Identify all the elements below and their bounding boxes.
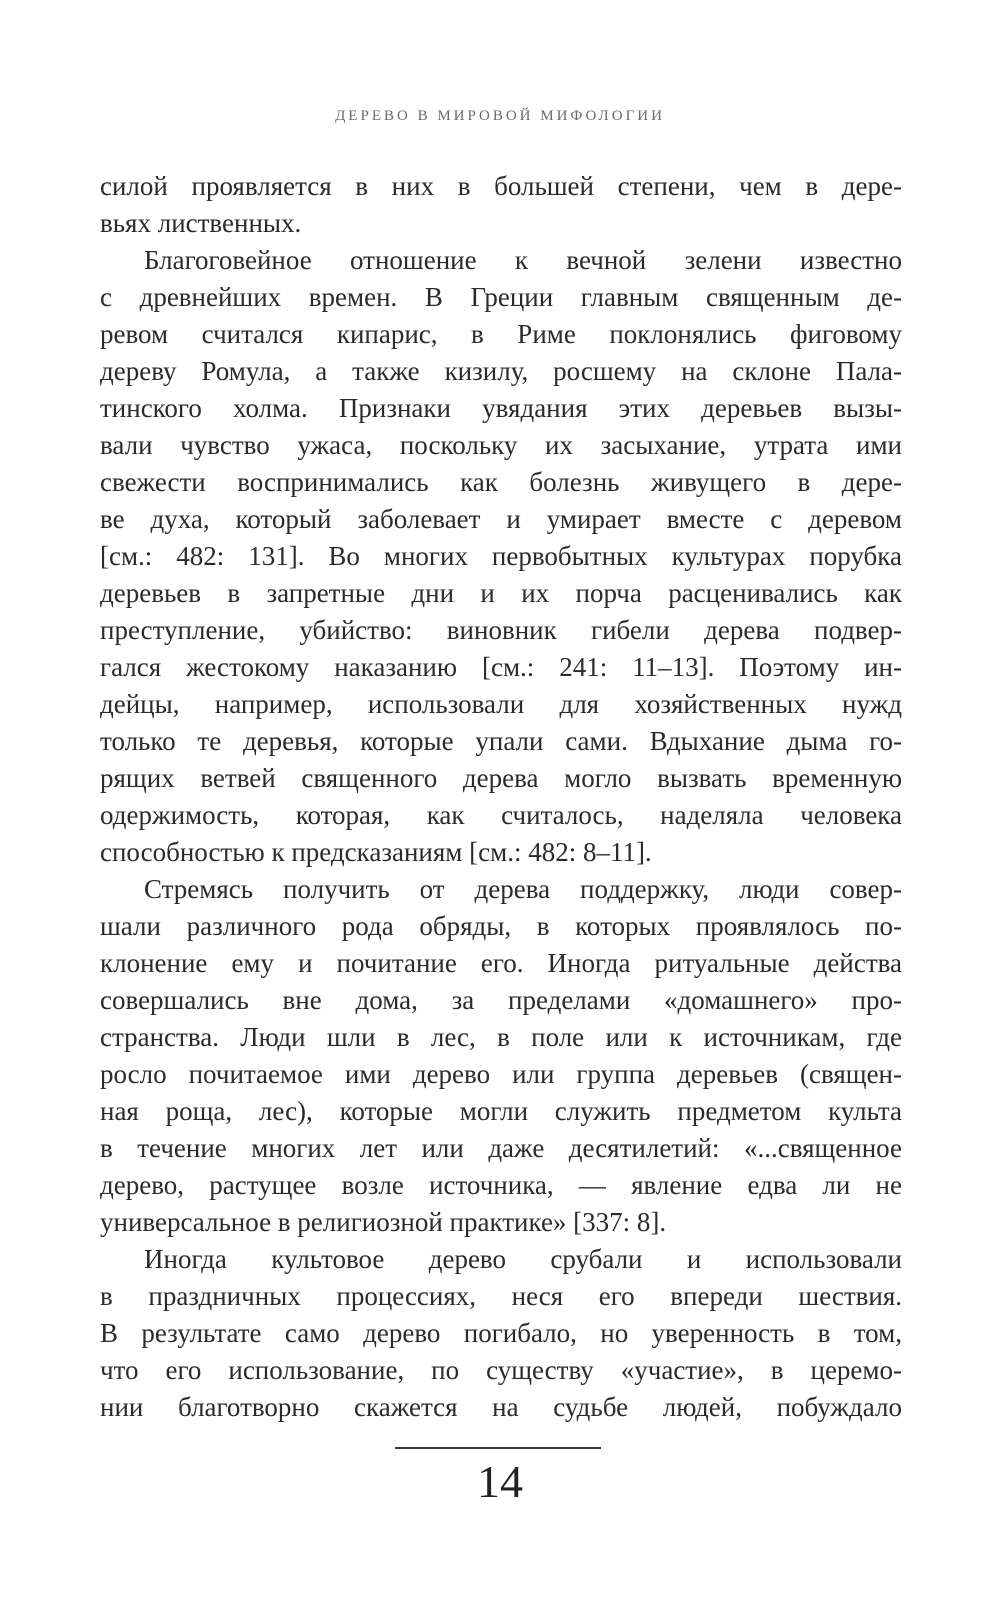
text-line: вали чувство ужаса, поскольку их засыхание, утрата ими (100, 430, 902, 460)
text-line: нии благотворно скажется на судьбе людей, побуждало (100, 1392, 902, 1422)
text-line: рящих ветвей священного дерева могло вызвать временную (100, 763, 902, 793)
text-line: в течение многих лет или даже десятилетий: «...священное (100, 1133, 902, 1163)
text-line: способностью к предсказаниям [см.: 482: 8–11]. (100, 837, 652, 867)
text-line: Благоговейное отношение к вечной зелени известно (144, 245, 902, 275)
text-line: ревом считался кипарис, в Риме поклонялись фиговому (100, 319, 902, 349)
text-line: совершались вне дома, за пределами «домашнего» про- (100, 985, 902, 1015)
text-line: дейцы, например, использовали для хозяйственных нужд (100, 689, 902, 719)
text-line: в праздничных процессиях, неся его впереди шествия. (100, 1281, 902, 1311)
text-line: Иногда культовое дерево срубали и использовали (144, 1244, 902, 1274)
text-line: тинского холма. Признаки увядания этих деревьев вызы- (100, 393, 902, 423)
text-line: универсальное в религиозной практике» [337: 8]. (100, 1207, 667, 1237)
text-line: странства. Люди шли в лес, в поле или к источникам, где (100, 1022, 902, 1052)
text-line: одержимость, которая, как считалось, наделяла человека (100, 800, 902, 830)
text-line: шали различного рода обряды, в которых проявлялось по- (100, 911, 902, 941)
text-line: ве духа, который заболевает и умирает вместе с деревом (100, 504, 902, 534)
text-line: свежести воспринимались как болезнь живущего в дере- (100, 467, 902, 497)
text-line: что его использование, по существу «участие», в церемо- (100, 1355, 902, 1385)
page-number: 14 (477, 1456, 523, 1507)
running-head: ДЕРЕВО В МИРОВОЙ МИФОЛОГИИ (335, 108, 665, 124)
text-line: силой проявляется в них в большей степени, чем в дере- (100, 171, 902, 201)
text-line: росло почитаемое ими дерево или группа деревьев (священ- (100, 1059, 902, 1089)
text-line: деревьев в запретные дни и их порча расценивались как (100, 578, 902, 608)
text-line: преступление, убийство: виновник гибели дерева подвер- (100, 615, 902, 645)
text-line: В результате само дерево погибало, но уверенность в том, (100, 1318, 902, 1348)
text-line: с древнейших времен. В Греции главным священным де- (100, 282, 902, 312)
text-line: дерево, растущее возле источника, — явление едва ли не (100, 1170, 902, 1200)
text-line: гался жестокому наказанию [см.: 241: 11–13]. Поэтому ин- (100, 652, 902, 682)
text-line: Стремясь получить от дерева поддержку, люди совер- (144, 874, 902, 904)
text-line: клонение ему и почитание его. Иногда ритуальные действа (100, 948, 902, 978)
body-text (100, 168, 902, 1426)
text-line: только те деревья, которые упали сами. Вдыхание дыма го- (100, 726, 902, 756)
text-line: ная роща, лес), которые могли служить предметом культа (100, 1096, 902, 1126)
footer-rule (395, 1447, 601, 1449)
text-line: дереву Ромула, а также кизилу, росшему на склоне Пала- (100, 356, 902, 386)
text-line: [см.: 482: 131]. Во многих первобытных культурах порубка (100, 541, 902, 571)
text-line: вьях лиственных. (100, 208, 302, 238)
